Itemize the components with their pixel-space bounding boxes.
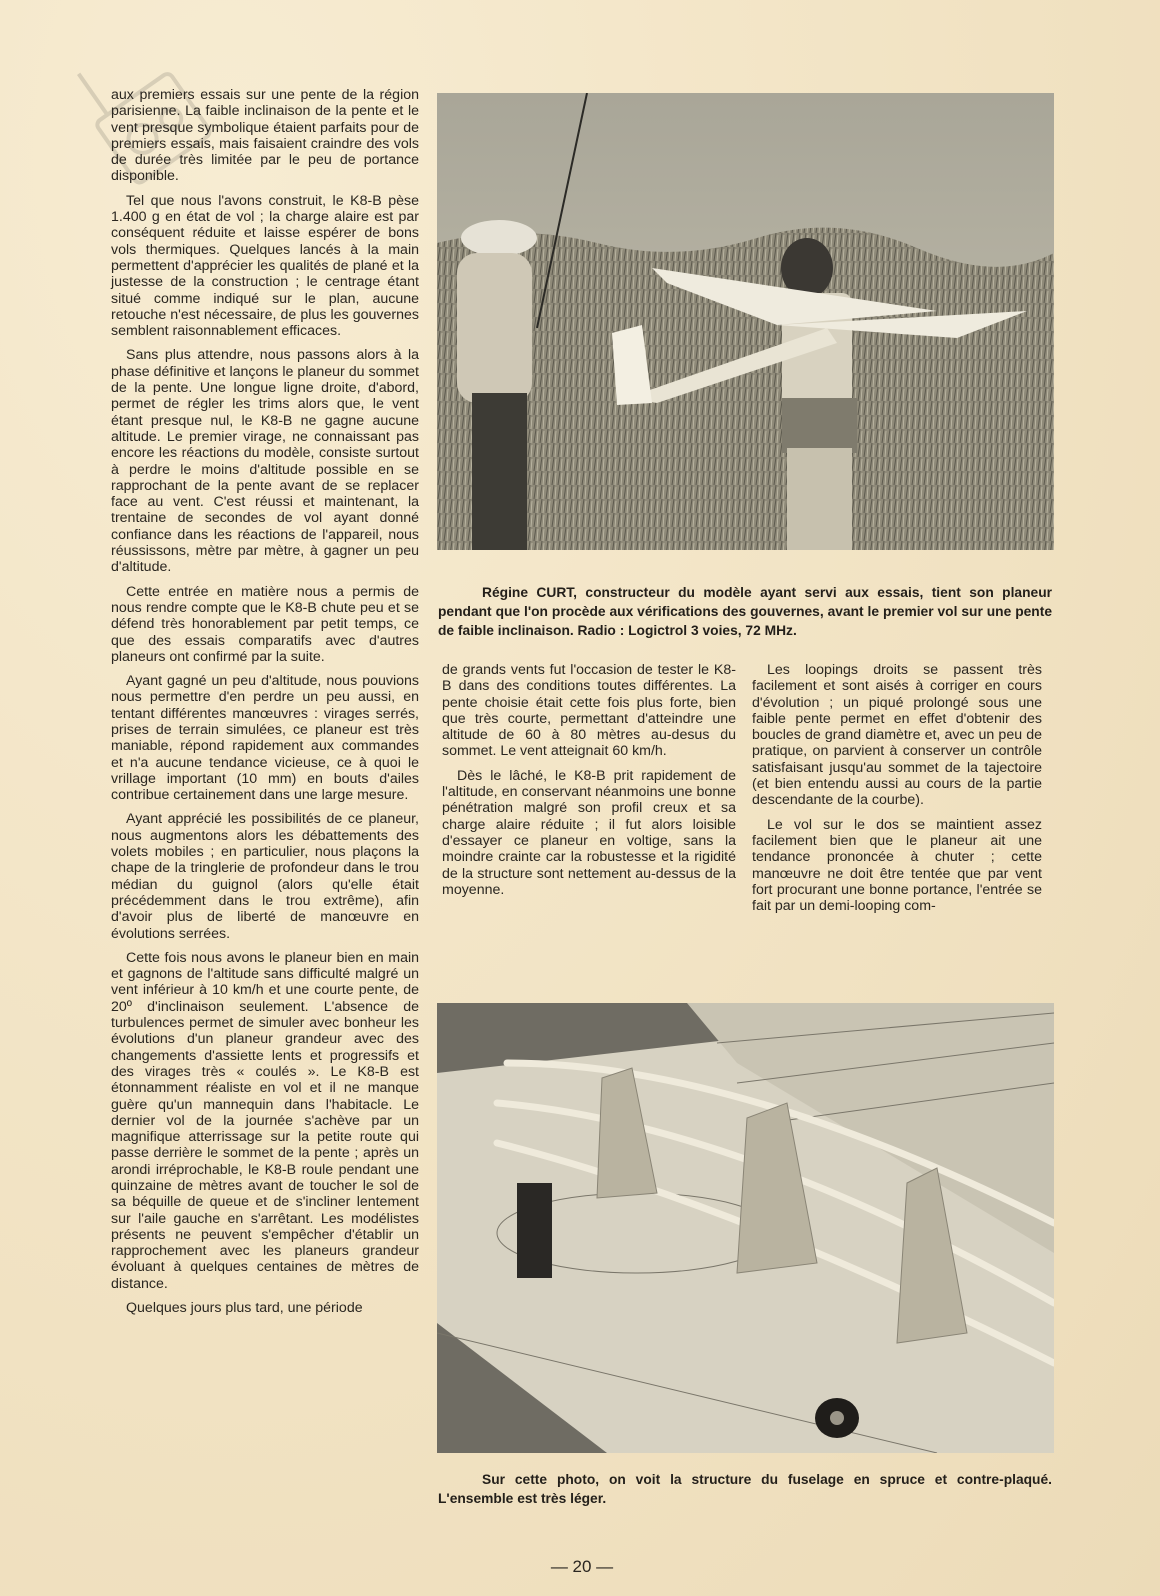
paragraph: Sans plus attendre, nous passons alors à la phase définitive et lançons le planeur du sommet de la pente. Une longue ligne droite, d'abord, permet de régler les trims alors que, le vent étant presque nul, le K8-B ne gagne aucune altitude. Le premier virage, ne connaissant pas encore les réactions du modèle, consiste surtout à perdre le moins d'altitude possible en se rapprochant de la pente avant de se replacer face au vent. C'est réussi et maintenant, la trentaine de secondes de vol ayant donné confiance dans les réactions de l'appareil, nous réussissons, mètre par mètre, à gagner un peu d'altitude. (111, 347, 419, 576)
article-column-middle (442, 662, 736, 906)
paragraph: Cette entrée en matière nous a permis de nous rendre compte que le K8-B chute peu et se défend très honorablement par petit temps, ce que des essais comparatifs avec d'autres planeurs ont confirmé par la suite. (111, 583, 419, 665)
photo-glider-field (437, 93, 1054, 550)
paragraph: Ayant apprécié les possibilités de ce planeur, nous augmentons alors les débattements des volets mobiles ; en particulier, nous plaçons la chape de la tringlerie de profondeur dans le trou médian du guignol (alors qu'elle était précédemment dans le trou extrême), afin d'avoir plus de liberté de manœuvre en évolutions serrées. (111, 811, 419, 942)
article-column-right (752, 662, 1042, 922)
caption-top-photo: Régine CURT, constructeur du modèle ayant servi aux essais, tient son planeur pendant que l'on procède aux vérifications des gouvernes, avant le premier vol sur une pente de faible inclinaison. Radio : Logictrol 3 voies, 72 MHz. (438, 585, 1052, 638)
paragraph: Cette fois nous avons le planeur bien en main et gagnons de l'altitude sans difficulté malgré un vent inférieur à 10 km/h et une courte pente, de 20º d'inclinaison seulement. L'absence de turbulences permet de simuler avec bonheur les évolutions d'un planeur grandeur avec des changements d'assiette lents et progressifs et des virages très « coulés ». Le K8-B est étonnamment réaliste en vol et il ne manque guère qu'un mannequin dans l'habitacle. Le dernier vol de la journée s'achève par un magnifique atterrissage sur la petite route qui passe derrière le sommet de la pente ; après un arondi irréprochable, le K8-B roule pendant une quinzaine de mètres avant de toucher le sol de sa béquille de queue et de s'incliner lentement sur l'aile gauche en s'arrêtant. Les modélistes présents ne peuvent s'empêcher d'établir un rapprochement avec les planeurs grandeur évoluant à quelques centaines de mètres de distance. (111, 949, 419, 1292)
photo-fuselage-structure (437, 1003, 1054, 1453)
paragraph: Tel que nous l'avons construit, le K8-B pèse 1.400 g en état de vol ; la charge alaire est par conséquent réduite et laisse espérer de bons vols thermiques. Quelques lancés à la main permettent d'apprécier les qualités de plané et la justesse de la construction ; le centrage étant situé comme indiqué sur le plan, aucune retouche n'est nécessaire, de plus les gouvernes semblent raisonnablement efficaces. (111, 192, 419, 340)
paragraph: Les loopings droits se passent très facilement et sont aisés à corriger en cours d'évolution ; un piqué prolongé sous une faible pente permet en effet d'obtenir des boucles de grand diamètre et, avec un peu de pratique, on parvient à conserver un contrôle satisfaisant jusqu'au sommet de la tajectoire (et bien entendu aussi au cours de la partie descendante de la courbe). (752, 662, 1042, 809)
page-number: — 20 — (550, 1557, 614, 1576)
caption-bottom-photo: Sur cette photo, on voit la structure du fuselage en spruce et contre-plaqué. L'ensemble est très léger. (438, 1472, 1052, 1506)
paragraph: Quelques jours plus tard, une période (126, 1300, 363, 1317)
photo-fuselage-structure-image (437, 1003, 1054, 1453)
article-column-left (111, 87, 419, 1324)
paragraph: Dès le lâché, le K8-B prit rapidement de l'altitude, en conservant néanmoins une bonne pénétration malgré son profil creux et sa charge alaire réduite ; il fut alors loisible d'essayer ce planeur en voltige, sans la moindre crainte car la robustesse et la rigidité de la structure sont nettement au-dessus de la moyenne. (442, 767, 736, 898)
paragraph: de grands vents fut l'occasion de tester le K8-B dans des conditions toutes différentes. La pente choisie était cette fois plus forte, bien que très courte, permettant d'atteindre une altitude de 60 à 80 mètres au-desus du sommet. Le vent atteignait 60 km/h. (442, 662, 736, 760)
photo-glider-field-image (437, 93, 1054, 550)
paragraph: Ayant gagné un peu d'altitude, nous pouvions nous permettre d'en perdre un peu aussi, en tentant différentes manœuvres : virages serrés, prises de terrain simulées, ce planeur est très maniable, répond rapidement aux commandes et n'a aucune tendance vicieuse, ce à quoi le vrillage important (10 mm) en bouts d'ailes contribue certainement dans une large mesure. (111, 673, 419, 804)
paragraph: aux premiers essais sur une pente de la région parisienne. La faible inclinaison de la pente et le vent presque symbolique étaient parfaits pour de premiers essais, mais faisaient craindre des vols de durée très limitée par le peu de portance disponible. (111, 87, 419, 185)
paragraph: Le vol sur le dos se maintient assez facilement bien que le planeur ait une tendance prononcée à chuter ; cette manœuvre ne doit être tentée que par vent fort procurant une bonne portance, l'entrée se fait par un demi-looping com- (752, 816, 1042, 915)
